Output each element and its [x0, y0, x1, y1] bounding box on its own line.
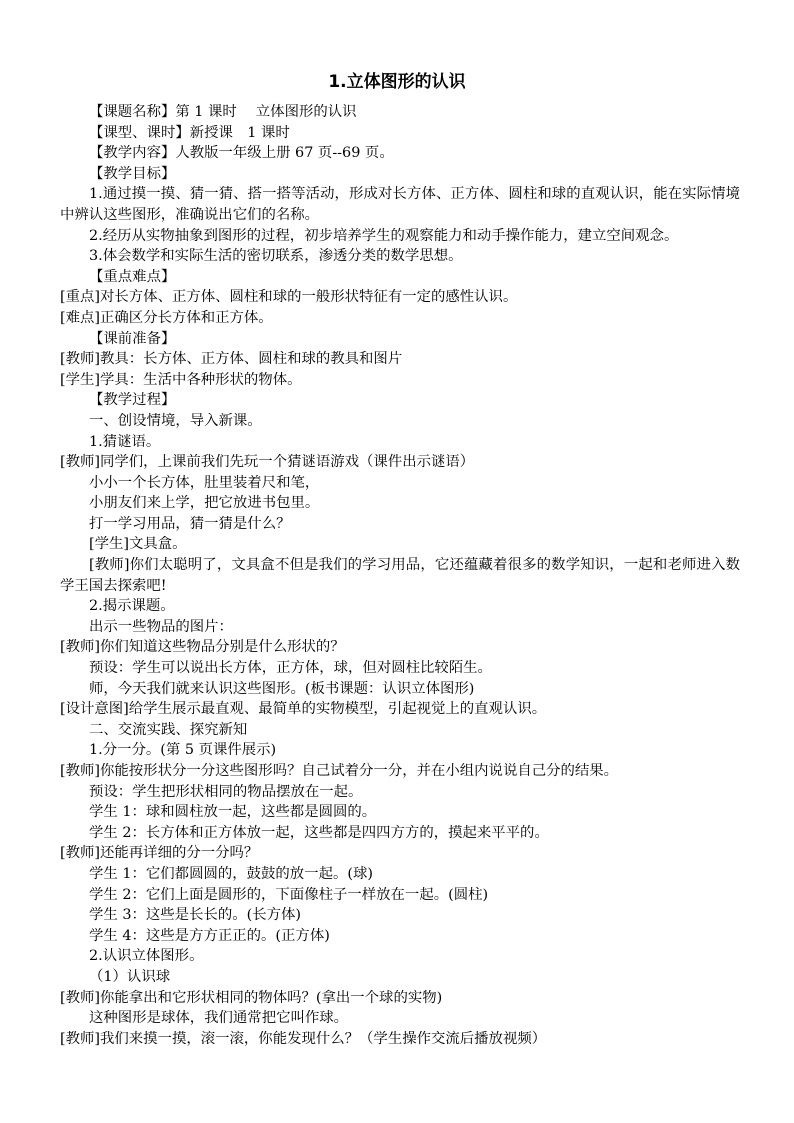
- text-line: 【教学目标】: [89, 165, 176, 182]
- page-title: 1.立体图形的认识: [328, 72, 466, 92]
- text-line: 学生 2：它们上面是圆形的，下面像柱子一样放在一起。(圆柱): [89, 886, 489, 903]
- text-line: 二、交流实践、探究新知: [89, 721, 248, 738]
- text-line: 师，今天我们就来认识这些图形。(板书课题：认识立体图形): [89, 680, 475, 697]
- text-line: 1.猜谜语。: [89, 433, 161, 450]
- text-line: [教师]你们知道这些物品分别是什么形状的？: [60, 639, 345, 656]
- text-line: 学生 4：这些是方方正正的。(正方体): [89, 927, 330, 944]
- text-line: [教师]你能按形状分一分这些图形吗？自己试着分一分，并在小组内说说自己分的结果。: [60, 763, 619, 779]
- text-line: 2.认识立体图形。: [89, 948, 204, 965]
- text-line: 2.揭示课题。: [89, 598, 175, 615]
- text-line: 预设：学生可以说出长方体，正方体，球，但对圆柱比较陌生。: [89, 660, 492, 677]
- text-line: 出示一些物品的图片：: [89, 618, 233, 635]
- text-line: [教师]教具：长方体、正方体、圆柱和球的教具和图片: [60, 351, 403, 368]
- text-line: [难点]正确区分长方体和正方体。: [60, 309, 273, 326]
- text-line: [教师]还能再详细的分一分吗？: [60, 845, 259, 862]
- text-line: [设计意图]给学生展示最直观、最简单的实物模型，引起视觉上的直观认识。: [60, 701, 547, 718]
- text-line: [教师]你能拿出和它形状相同的物体吗？(拿出一个球的实物): [60, 989, 443, 1006]
- text-line: [学生]学具：生活中各种形状的物体。: [60, 371, 302, 388]
- text-line: 学生 1：球和圆柱放一起，这些都是圆圆的。: [89, 804, 377, 821]
- text-line: 【重点难点】: [89, 268, 176, 285]
- text-line: 【课前准备】: [89, 330, 176, 347]
- text-line: 预设：学生把形状相同的物品摆放在一起。: [89, 783, 363, 800]
- text-line: 2.经历从实物抽象到图形的过程，初步培养学生的观察能力和动手操作能力，建立空间观念。: [89, 227, 679, 244]
- text-line: 打一学习用品，猜一猜是什么？: [89, 515, 291, 532]
- text-line: 这种图形是球体，我们通常把它叫作球。: [89, 1010, 349, 1027]
- text-line: 1.分一分。(第 5 页课件展示): [89, 742, 277, 759]
- text-paragraph: [教师]你们太聪明了，文具盒不但是我们的学习用品，它还蕴藏着很多的数学知识，一起和老师进入数学王国去探索吧!: [60, 557, 740, 594]
- text-line: 小小一个长方体，肚里装着尺和笔，: [89, 474, 320, 491]
- text-line: 小朋友们来上学，把它放进书包里。: [89, 495, 320, 512]
- text-paragraph: 1.通过摸一摸、猜一猜、搭一搭等活动，形成对长方体、正方体、圆柱和球的直观认识，能在实际情境中辨认这些图形，准确说出它们的名称。: [60, 186, 740, 223]
- text-line: [教师]同学们，上课前我们先玩一个猜谜语游戏（课件出示谜语）: [60, 454, 475, 471]
- text-line: 【课型、课时】新授课 1 课时: [89, 124, 290, 141]
- text-line: 【教学过程】: [89, 392, 176, 409]
- text-line: 【课题名称】第 1 课时 立体图形的认识: [89, 104, 357, 120]
- text-line: 【教学内容】人教版一年级上册 67 页--69 页。: [89, 145, 394, 162]
- text-line: 一、创设情境，导入新课。: [89, 412, 262, 429]
- text-line: 学生 2：长方体和正方体放一起，这些都是四四方方的，摸起来平平的。: [89, 824, 549, 841]
- text-line: 学生 1：它们都圆圆的，鼓鼓的放一起。(球): [89, 865, 373, 882]
- document-body: [60, 102, 740, 1049]
- text-line: （1）认识球: [89, 968, 171, 985]
- text-line: 3.体会数学和实际生活的密切联系，渗透分类的数学思想。: [89, 248, 463, 265]
- text-line: [重点]对长方体、正方体、圆柱和球的一般形状特征有一定的感性认识。: [60, 289, 518, 306]
- text-line: 学生 3：这些是长长的。(长方体): [89, 907, 302, 924]
- text-line: [教师]我们来摸一摸，滚一滚，你能发现什么？（学生操作交流后播放视频）: [60, 1030, 547, 1047]
- text-line: [学生]文具盒。: [89, 536, 187, 553]
